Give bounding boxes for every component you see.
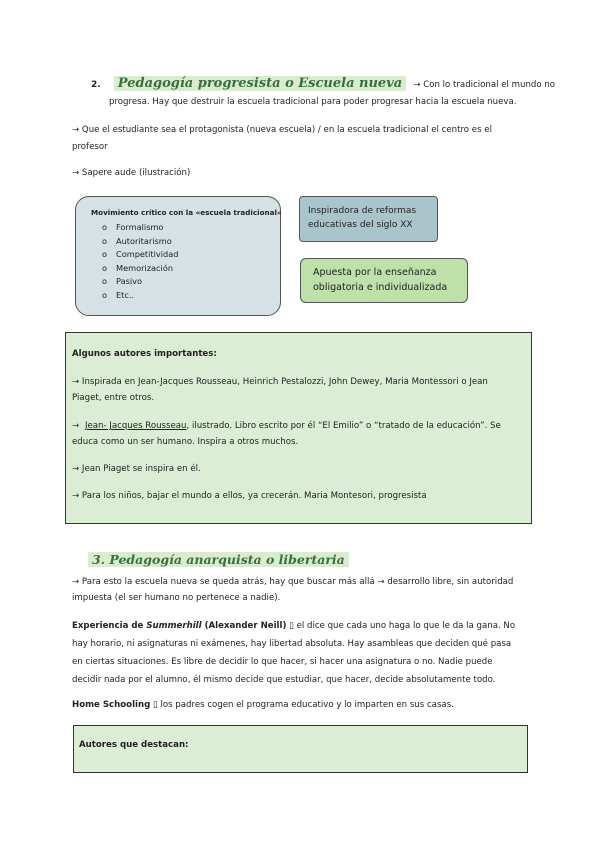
critique-item: o Pasivo bbox=[102, 276, 142, 286]
section2-heading bbox=[91, 72, 555, 93]
inspiradora-line1: Inspiradora de reformas bbox=[308, 206, 417, 216]
critique-item: o Competitividad bbox=[102, 249, 179, 259]
section3-title: 3. Pedagogía anarquista o libertaria bbox=[88, 552, 349, 567]
authors-p2-rest: , ilustrado. Libro escrito por él “El Emilio” o “tratado de la educación”. Se bbox=[186, 421, 501, 431]
section2-bullet1-line1: → Que el estudiante sea el protagonista (nueva escuela) / en la escuela tradicional el centro es el bbox=[72, 125, 492, 135]
inspiradora-box bbox=[299, 196, 438, 242]
authors-p4: → Para los niños, bajar el mundo a ellos, ya crecerán. Maria Montesori, progresista bbox=[72, 491, 427, 501]
summerhill-line3: en ciertas situaciones. Es libre de decidir lo que hacer, si hacer una asignatura o no. Nadie puede bbox=[72, 657, 493, 667]
authors-p2-line1 bbox=[72, 418, 501, 434]
inspiradora-line2: educativas del siglo XX bbox=[308, 220, 413, 230]
summerhill-text: ▯ el dice que cada uno haga lo que le da la gana. No bbox=[286, 621, 516, 631]
apuesta-line1: Apuesta por la enseñanza bbox=[313, 267, 437, 278]
section2-intro-line2: progresa. Hay que destruir la escuela tradicional para poder progresar hacia la escuela nueva. bbox=[109, 97, 517, 107]
critique-item: o Memorización bbox=[102, 262, 174, 273]
critique-title: Movimiento crítico con la «escuela tradicional» bbox=[91, 208, 282, 217]
section3-intro-line2: impuesta (el ser humano no pertenece a nadie). bbox=[72, 593, 281, 603]
section3-intro-line1: → Para esto la escuela nueva se queda atrás, hay que buscar más allá → desarrollo libre, sin autoridad bbox=[72, 577, 514, 587]
section2-bullet1-line2: profesor bbox=[72, 142, 108, 152]
summerhill-line2: hay horario, ni asignaturas ni exámenes, hay libertad absoluta. Hay asambleas que deciden qué pasa bbox=[72, 639, 512, 649]
section3-authors-heading: Autores que destacan: bbox=[79, 740, 189, 750]
authors-p2-arrow: → bbox=[72, 421, 80, 431]
authors-box bbox=[65, 332, 532, 524]
critique-item: o Formalismo bbox=[102, 222, 164, 232]
critique-item: o Autoritarismo bbox=[102, 235, 172, 246]
section2-bullet2: → Sapere aude (ilustración) bbox=[72, 168, 191, 178]
critique-list bbox=[102, 221, 178, 302]
section3-authors-box bbox=[73, 725, 528, 773]
critique-box bbox=[75, 196, 281, 316]
section2-intro-line1: → Con lo tradicional el mundo no bbox=[413, 80, 556, 90]
summerhill-line1 bbox=[72, 618, 515, 634]
authors-heading: Algunos autores importantes: bbox=[72, 349, 217, 359]
authors-p2-line2: educa como un ser humano. Inspira a otros muchos. bbox=[72, 437, 299, 447]
authors-p3: → Jean Piaget se inspira en él. bbox=[72, 464, 201, 474]
apuesta-box bbox=[300, 258, 468, 303]
apuesta-line2: obligatoria e individualizada bbox=[313, 282, 448, 293]
section2-number: 2. bbox=[91, 80, 101, 90]
authors-p1-line1: → Inspirada en Jean-Jacques Rousseau, Heinrich Pestalozzi, John Dewey, Maria Montessori o Jean bbox=[72, 377, 488, 387]
home-schooling bbox=[72, 697, 454, 713]
section2-title: Pedagogía progresista o Escuela nueva bbox=[114, 76, 406, 91]
summerhill-label: Experiencia de Summerhill (Alexander Neill) bbox=[72, 621, 287, 631]
home-schooling-label: Home Schooling bbox=[72, 700, 151, 710]
critique-item: o Etc.. bbox=[102, 289, 135, 300]
rousseau-link[interactable]: Jean- Jacques Rousseau bbox=[84, 421, 187, 431]
section3-heading bbox=[88, 549, 349, 568]
summerhill-line4: decidir nada por el alumno, él mismo decide que estudiar, que hacer, decide absolutamente todo. bbox=[72, 675, 496, 685]
home-schooling-text: ▯ los padres cogen el programa educativo y lo imparten en sus casas. bbox=[150, 700, 454, 710]
authors-p1-line2: Piaget, entre otros. bbox=[72, 393, 155, 403]
